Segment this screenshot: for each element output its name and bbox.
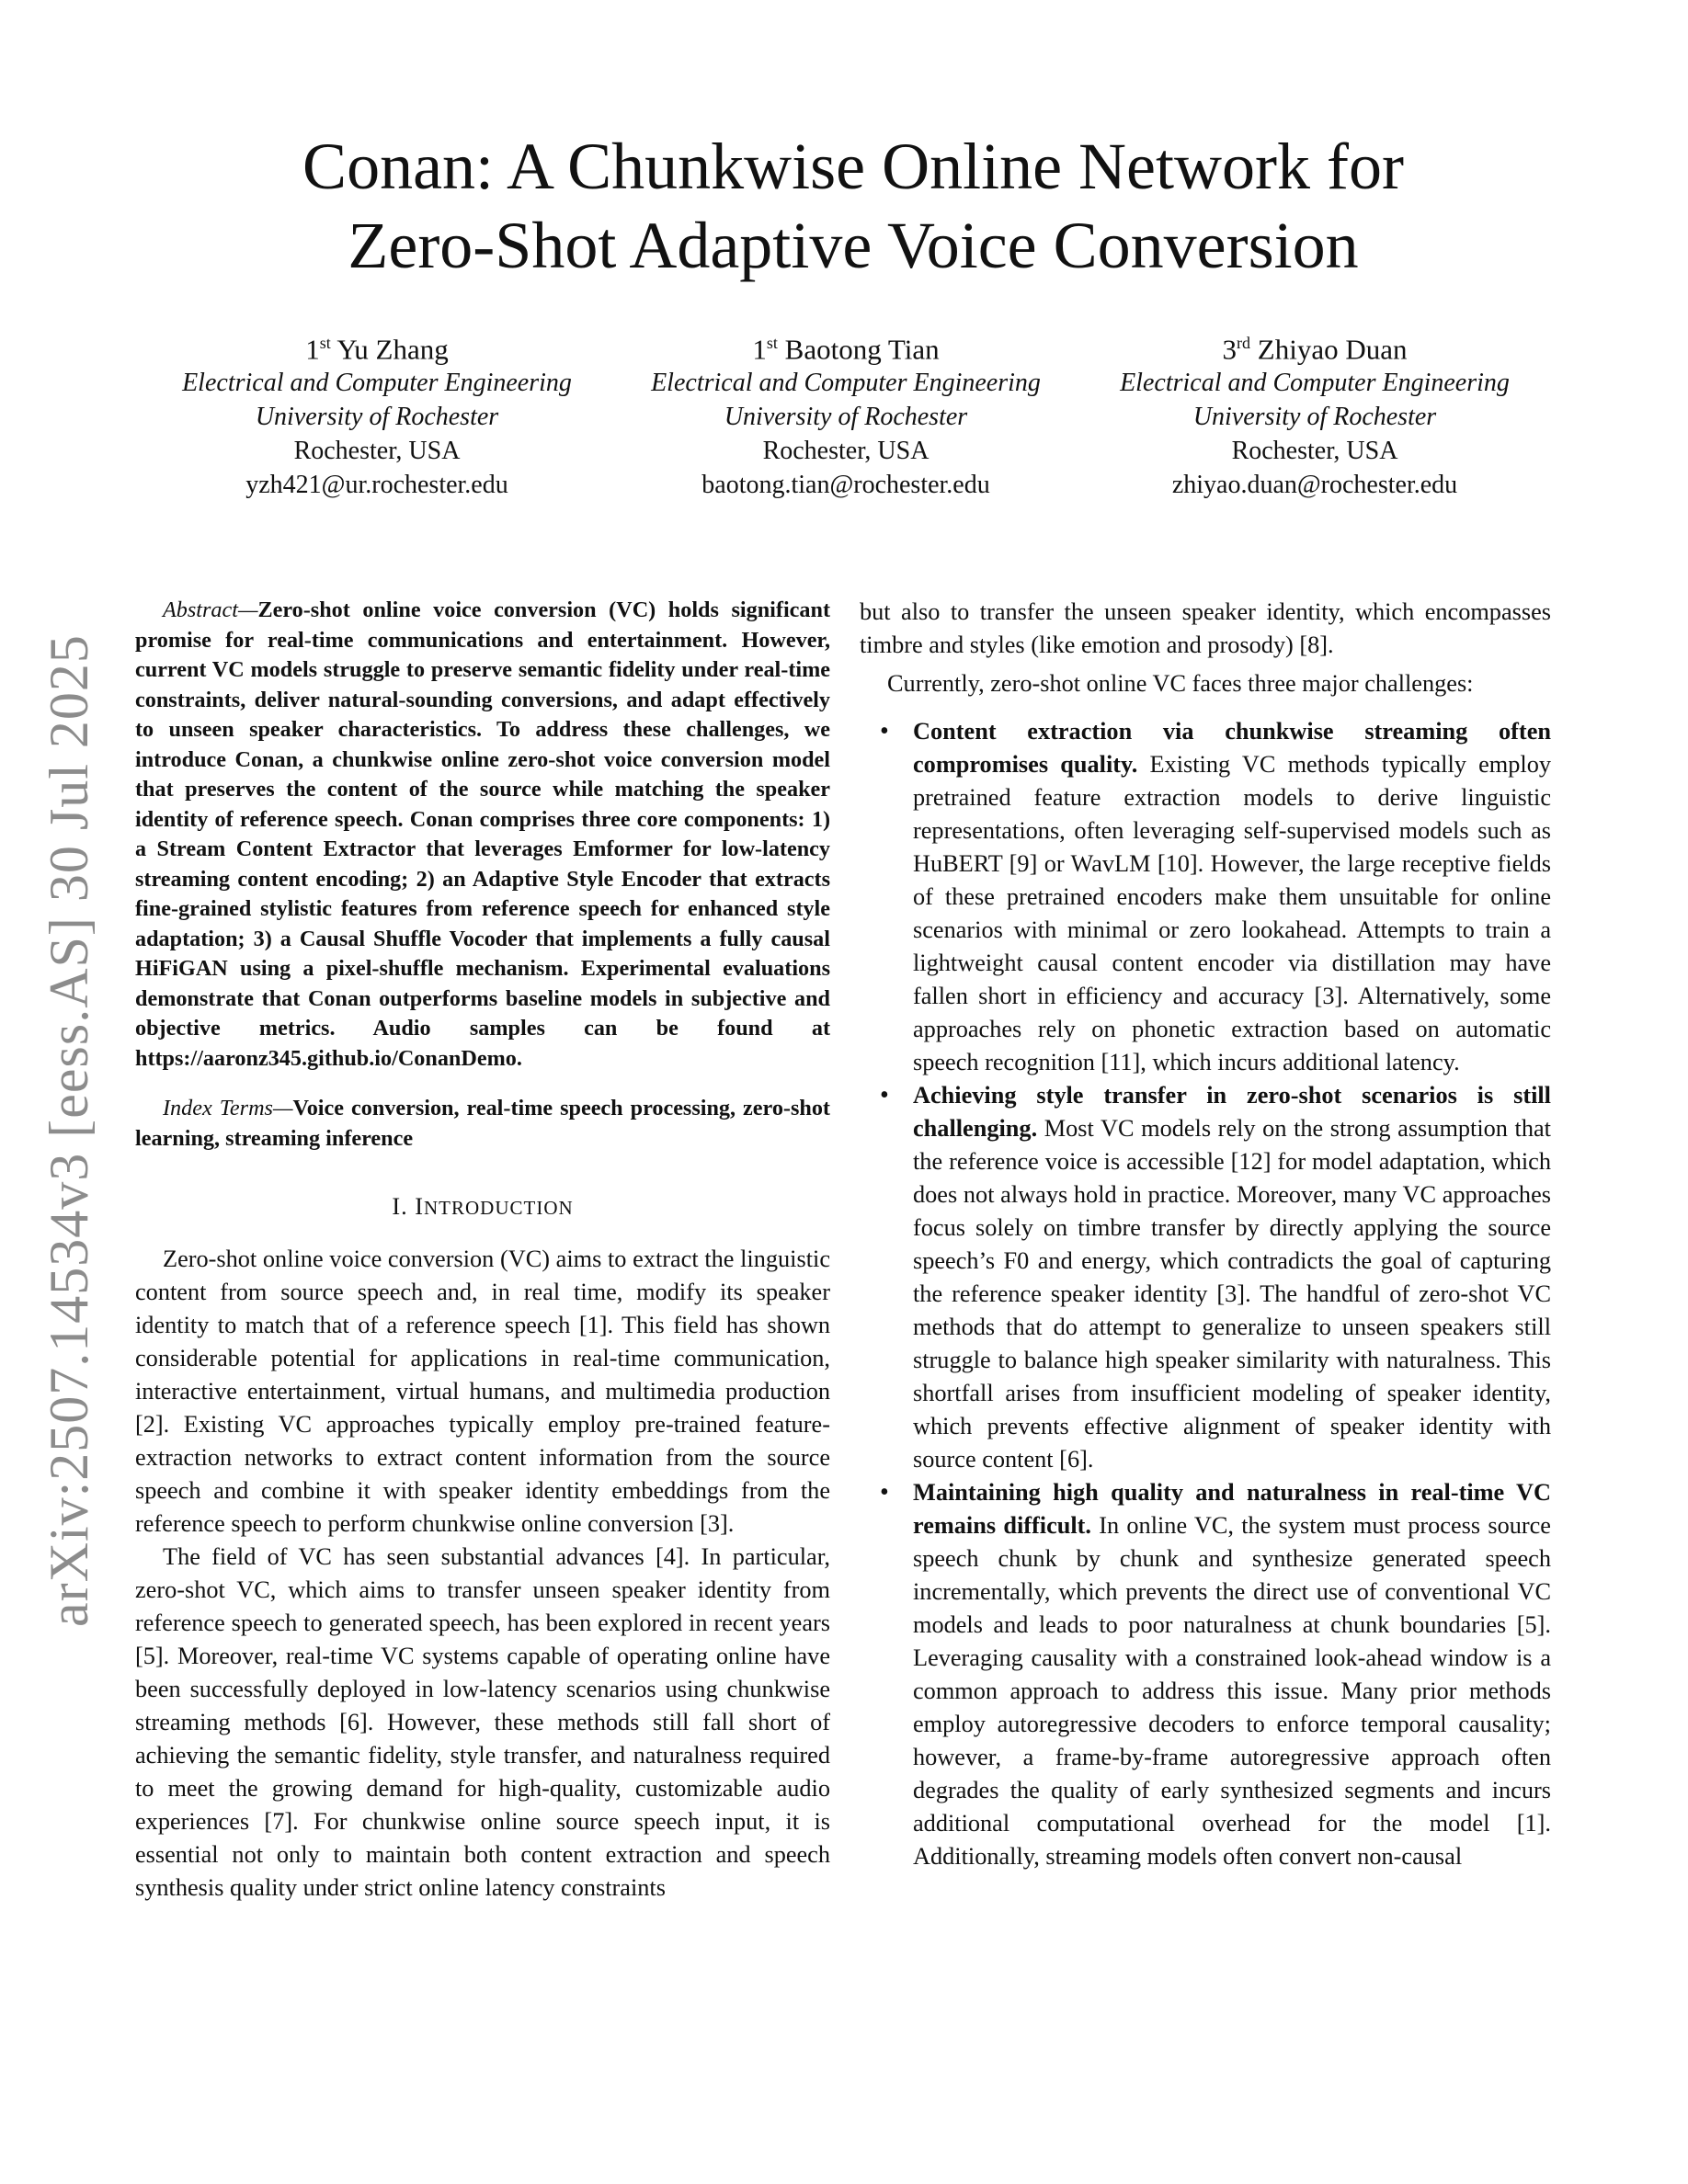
title-line-2: Zero-Shot Adaptive Voice Conversion xyxy=(348,209,1359,282)
author-location: Rochester, USA xyxy=(762,437,930,466)
author-department: Electrical and Computer Engineering xyxy=(651,369,1041,398)
author-location: Rochester, USA xyxy=(293,437,461,466)
section-heading-introduction: I. INTRODUCTION xyxy=(392,1193,574,1220)
author-university: University of Rochester xyxy=(255,403,499,432)
author-name: 1st Baotong Tian xyxy=(752,333,940,366)
author-university: University of Rochester xyxy=(1192,403,1437,432)
author-location: Rochester, USA xyxy=(1231,437,1398,466)
challenge-heading: Achieving style transfer in zero-shot scenarios is still challenging. xyxy=(913,1082,1551,1142)
author-email: yzh421@ur.rochester.edu xyxy=(245,471,508,500)
bullet-icon: • xyxy=(880,1081,889,1109)
left-column xyxy=(135,596,830,1905)
challenges-list xyxy=(860,715,1551,1873)
challenge-body: Existing VC methods typically employ pretrained feature extraction models to derive linguistic representations, often leveraging self-supervised models such as HuBERT [9] or WavLM [10]. However, the large receptive fields of these pretrained encoders make them unsuitable for online scenarios with minimal or zero lookahead. Attempts to train a lightweight causal content encoder via distillation may have fallen short in efficiency and accuracy [3]. Alternatively, some approaches rely on phonetic extraction based on automatic speech recognition [11], which incurs additional latency. xyxy=(913,751,1551,1075)
challenge-body: In online VC, the system must process source speech chunk by chunk and synthesize generated speech incrementally, which prevents the direct use of conventional VC models and leads to poor naturalness at chunk boundaries [5]. Leveraging causality with a constrained look-ahead window is a common approach to address this issue. Many prior methods employ autoregressive decoders to enforce temporal causality; however, a frame-by-frame autoregressive approach often degrades the quality of early synthesized segments and incurs additional computational overhead for the model [1]. Additionally, streaming models often convert non-causal xyxy=(913,1512,1551,1870)
author-name: 3rd Zhiyao Duan xyxy=(1222,333,1408,366)
author-email: baotong.tian@rochester.edu xyxy=(701,471,990,500)
right-column xyxy=(860,596,1551,1873)
challenge-body: Most VC models rely on the strong assumption that the reference voice is accessible [12] for model adaptation, which does not always hold in practice. Moreover, many VC approaches focus solely on timbre transfer by directly applying the source speech’s F0 and energy, which contradicts the goal of capturing the reference speaker identity [3]. The handful of zero-shot VC methods that do attempt to generalize to unseen speakers still struggle to balance high speaker similarity with naturalness. This shortfall arises from insufficient modeling of speaker identity, which prevents effective alignment of speaker identity with source content [6]. xyxy=(913,1115,1551,1473)
author-name: 1st Yu Zhang xyxy=(305,333,449,366)
list-item xyxy=(880,1079,1551,1476)
challenge-heading: Content extraction via chunkwise streaming often compromises quality. xyxy=(913,718,1551,778)
bullet-icon: • xyxy=(880,1478,889,1507)
challenges-intro: Currently, zero-shot online VC faces three major challenges: xyxy=(887,670,1474,697)
challenge-heading: Maintaining high quality and naturalness in real-time VC remains difficult. xyxy=(913,1479,1551,1539)
index-terms-label: Index Terms— xyxy=(163,1096,293,1120)
author-2 xyxy=(616,326,1076,502)
arxiv-identifier: arXiv:2507.14534v3 [eess.AS] 30 Jul 2025 xyxy=(39,634,99,1627)
title-line-1: Conan: A Chunkwise Online Network for xyxy=(302,130,1404,203)
author-department: Electrical and Computer Engineering xyxy=(182,369,572,398)
author-3 xyxy=(1085,326,1545,502)
abstract-text: Zero-shot online voice conversion (VC) holds significant promise for real-time communications and entertainment. However, current VC models struggle to preserve semantic fidelity under real-time constraints, deliver natural-sounding conversions, and adapt effectively to unseen speaker characteristics. To address these challenges, we introduce Conan, a chunkwise online zero-shot voice conversion model that preserves the content of the source while matching the speaker identity of reference speech. Conan comprises three core components: 1) a Stream Content Extractor that leverages Emformer for low-latency streaming content encoding; 2) an Adaptive Style Encoder that extracts fine-grained stylistic features from reference speech for enhanced style adaptation; 3) a Causal Shuffle Vocoder that implements a fully causal HiFiGAN using a pixel-shuffle mechanism. Experimental evaluations demonstrate that Conan outperforms baseline models in subjective and objective metrics. Audio samples can be found at https://aaronz345.github.io/ConanDemo. xyxy=(135,597,830,1071)
intro-paragraph-1: Zero-shot online voice conversion (VC) aims to extract the linguistic content from source speech and, in real time, modify its speaker identity to match that of a reference speech [1]. This field has shown considerable potential for applications in real-time communication, interactive entertainment, virtual humans, and multimedia production [2]. Existing VC approaches typically employ pre-trained feature-extraction networks to extract content information from the source speech and combine it with speaker identity embeddings from the reference speech to perform chunkwise online conversion [3]. xyxy=(135,1246,830,1537)
intro-paragraph-2: The field of VC has seen substantial advances [4]. In particular, zero-shot VC, which aims to transfer unseen speaker identity from reference speech to generated speech, has been explored in recent years [5]. Moreover, real-time VC systems capable of operating online have been successfully deployed in low-latency scenarios using chunkwise streaming methods [6]. However, these methods still fall short of achieving the semantic fidelity, style transfer, and naturalness required to meet the growing demand for high-quality, customizable audio experiences [7]. For chunkwise online source speech input, it is essential not only to maintain both content extraction and speech synthesis quality under strict online latency constraints xyxy=(135,1543,830,1901)
index-terms-text: Voice conversion, real-time speech processing, zero-shot learning, streaming inference xyxy=(135,1096,830,1151)
list-item xyxy=(880,1476,1551,1873)
author-email: zhiyao.duan@rochester.edu xyxy=(1171,471,1458,500)
index-terms xyxy=(135,1094,830,1154)
author-block xyxy=(147,326,1545,502)
right-paragraph-1: but also to transfer the unseen speaker identity, which encompasses timbre and styles (like emotion and prosody) [8]. xyxy=(860,598,1551,658)
author-department: Electrical and Computer Engineering xyxy=(1120,369,1510,398)
bullet-icon: • xyxy=(880,717,889,745)
list-item xyxy=(880,715,1551,1079)
author-1 xyxy=(147,326,607,502)
author-university: University of Rochester xyxy=(724,403,968,432)
paper-title xyxy=(165,127,1541,285)
abstract-label: Abstract— xyxy=(163,597,258,622)
abstract xyxy=(135,596,830,1074)
